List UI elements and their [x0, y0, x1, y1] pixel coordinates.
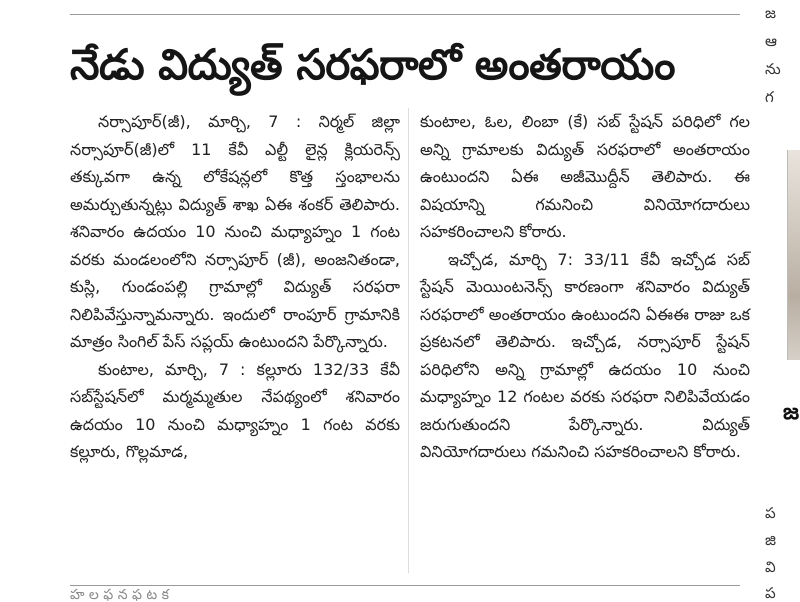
article-paragraph: కుంటాల, ఓల, లింబా (కే) సబ్ స్టేషన్ పరిధిలో గల అన్ని గ్రామాలకు విద్యుత్ సరఫరాలో అంతరాయం ఉంటుందని ఏఈ అజీమొద్దీన్ తెలిపారు. ఈ విషయాన్ని గమనించి వినియోగదారులు సహకరించాలని కోరారు.: [420, 112, 750, 241]
strip-fragment: వి: [765, 558, 776, 576]
strip-fragment: ప: [765, 584, 776, 601]
article-paragraph: ఇచ్చోడ, మార్చి 7: 33/11 కేవీ ఇచ్చోడ సబ్ స్టేషన్ మెయింటనెన్స్ కారణంగా శనివారం విద్యుత్ సరఫరాలో అంతరాయం ఉంటుందని ఏఈఈ రాజు ఒక ప్రకటనలో తెలిపారు. ఇచ్చోడ, నర్సాపూర్ స్టేషన్ పరిధిలోని అన్ని గ్రామాల్లో ఉదయం 10 నుంచి మధ్యాహ్నం 12 గంటల వరకు సరఫరా నిలిపివేయడం జరుగుతుందని పేర్కొన్నారు. విద్యుత్ వినియోగదారులు గమనించి సహకరించాలని కోరారు.: [420, 249, 750, 461]
adjacent-photo: [787, 150, 800, 360]
strip-heading-fragment: జ: [783, 400, 800, 425]
column-divider: [408, 108, 409, 573]
article-paragraph: కుంటాల, మార్చి, 7 : కల్లూరు 132/33 కేవీ సబ్‌స్టేషన్‌లో మర్మమ్మతుల నేపథ్యంలో శనివారం ఉదయం 10 నుంచి మధ్యాహ్నం 1 గంట వరకు కల్లూరు, గొల్లమాడ,: [70, 359, 400, 461]
article-column-right: [420, 108, 750, 466]
adjacent-column-strip: [745, 0, 800, 601]
next-article-fragment: హ ల ఫ న ఫ ట క: [70, 588, 169, 602]
strip-fragment: ప: [765, 504, 776, 522]
strip-fragment: ఆ: [765, 32, 777, 50]
article-column-left: [70, 108, 400, 466]
strip-fragment: గ: [765, 88, 774, 106]
article-paragraph: నర్సాపూర్(జీ), మార్చి, 7 : నిర్మల్ జిల్లా నర్సాపూర్(జీ)లో 11 కేవీ ఎల్టీ లైన్ల క్లియరెన్స్ తక్కువగా ఉన్న లోకేషన్లలో కొత్త స్తంభాలను అమర్చుతున్నట్లు విద్యుత్ శాఖ ఏఈ శంకర్ తెలిపారు. శనివారం ఉదయం 10 నుంచి మధ్యాహ్నం 1 గంట వరకు మండలంలోని నర్సాపూర్ (జీ), అంజనితండా, కుస్లి, గుండంపల్లి గ్రామాల్లో విద్యుత్ సరఫరా నిలిపివేస్తున్నామన్నారు. ఇందులో రాంపూర్ గ్రామానికి మాత్రం సింగిల్ పేస్ సప్లయ్ ఉంటుందని పేర్కొన్నారు.: [70, 112, 400, 351]
strip-fragment: జ: [765, 4, 776, 22]
article-headline: నేడు విద్యుత్ సరఫరాలో అంతరాయం: [70, 40, 676, 89]
strip-fragment: జి: [765, 531, 776, 549]
bottom-rule: [70, 585, 740, 586]
top-rule: [70, 14, 740, 15]
strip-fragment: ను: [765, 60, 781, 78]
